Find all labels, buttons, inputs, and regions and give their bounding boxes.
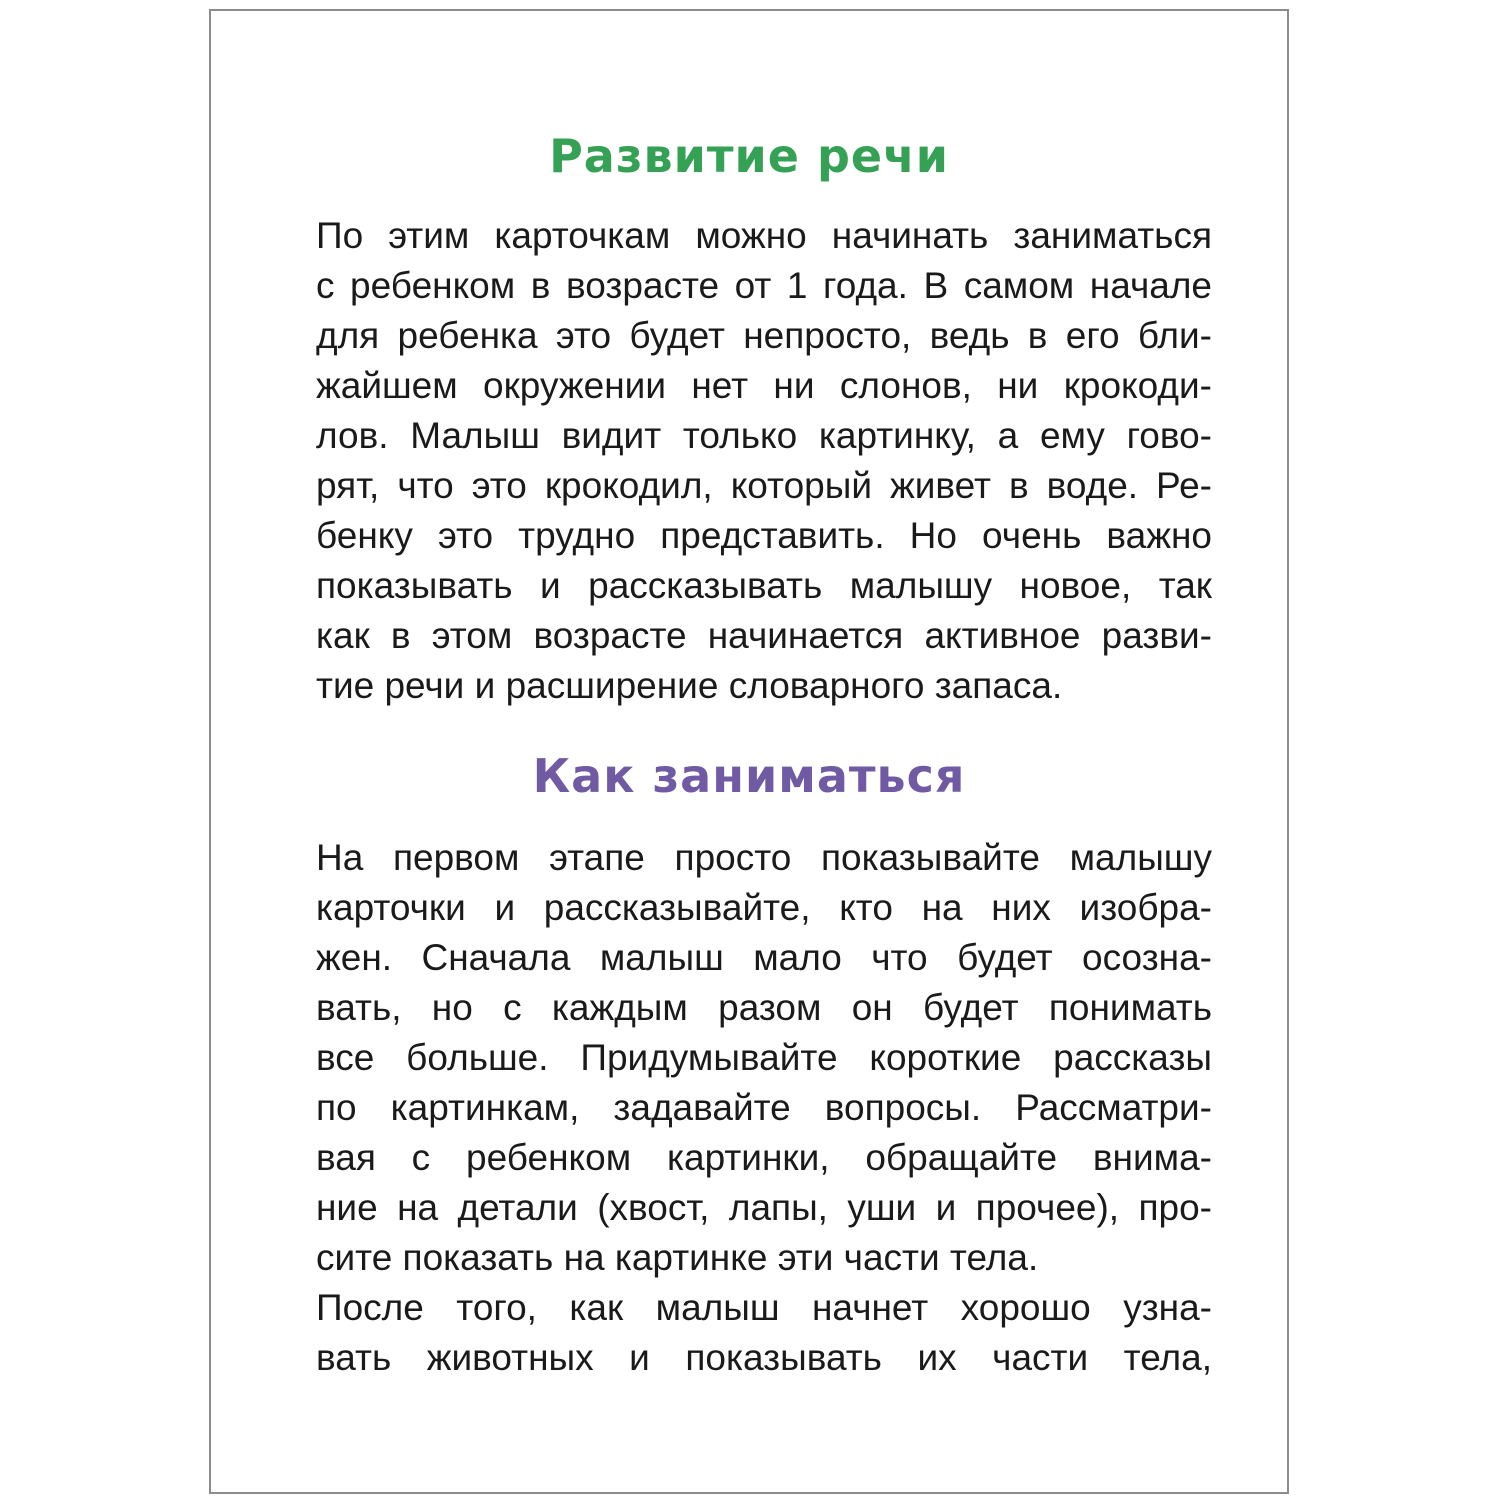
body-line: с ребенком в возрасте от 1 года. В самом начале — [316, 265, 1212, 306]
section-title-speech-development: Развитие речи — [549, 129, 949, 183]
body-line: жен. Сначала малыш мало что будет осозна- — [316, 937, 1212, 978]
body-line: лов. Малыш видит только картинку, а ему гово- — [316, 415, 1212, 456]
body-line: На первом этапе просто показывайте малышу — [316, 837, 1212, 878]
body-line: вать животных и показывать их части тела, — [316, 1337, 1212, 1378]
body-line: тие речи и расширение словарного запаса. — [316, 665, 1063, 706]
body-line: вая с ребенком картинки, обращайте внима- — [316, 1137, 1212, 1178]
section-title-how-to-practice: Как заниматься — [532, 749, 966, 803]
section-body-how-to-practice — [316, 833, 1212, 1383]
body-line: сите показать на картинке эти части тела. — [316, 1237, 1039, 1278]
body-line: карточки и рассказывайте, кто на них изобра- — [316, 887, 1212, 928]
instruction-card — [209, 9, 1289, 1494]
body-line: все больше. Придумывайте короткие рассказы — [316, 1037, 1212, 1078]
body-line: рят, что это крокодил, который живет в воде. Ре- — [316, 465, 1212, 506]
body-line: После того, как малыш начнет хорошо узна- — [316, 1287, 1212, 1328]
section-body-speech-development — [316, 211, 1212, 711]
body-line: для ребенка это будет непросто, ведь в его бли- — [316, 315, 1212, 356]
body-line: вать, но с каждым разом он будет понимать — [316, 987, 1212, 1028]
body-line: показывать и рассказывать малышу новое, так — [316, 565, 1212, 606]
body-line: по картинкам, задавайте вопросы. Рассматри- — [316, 1087, 1212, 1128]
body-line: бенку это трудно представить. Но очень важно — [316, 515, 1212, 556]
body-line: как в этом возрасте начинается активное разви- — [316, 615, 1212, 656]
body-line: жайшем окружении нет ни слонов, ни крокоди- — [316, 365, 1212, 406]
body-line: ние на детали (хвост, лапы, уши и прочее), про- — [316, 1187, 1212, 1228]
body-line: По этим карточкам можно начинать заниматься — [316, 215, 1212, 256]
